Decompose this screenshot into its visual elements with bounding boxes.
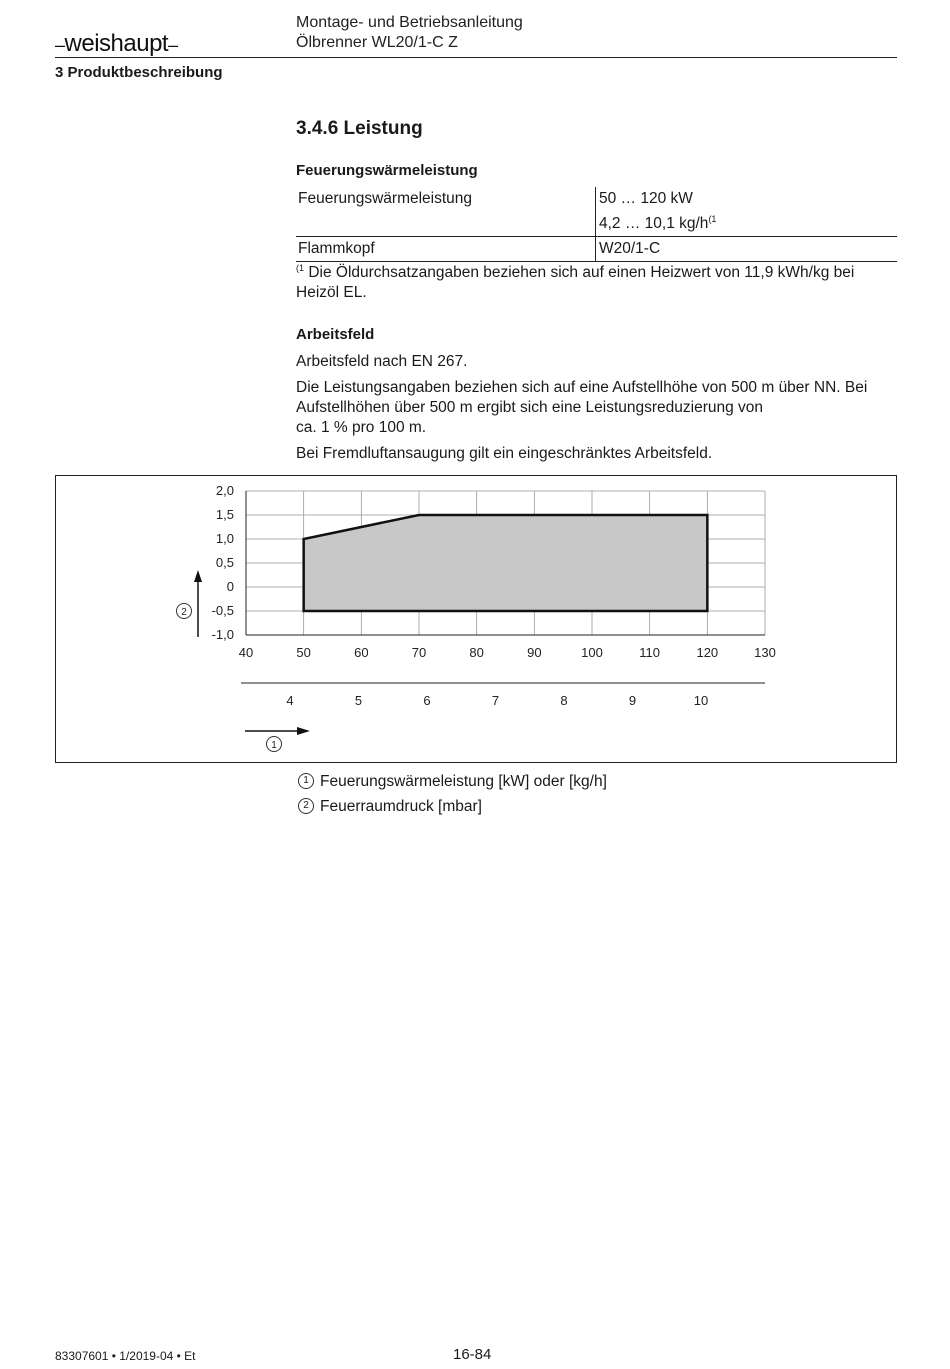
logo-dash-left: – [55, 35, 65, 55]
table-cell-label: Flammkopf [296, 237, 596, 262]
paragraph-line: Die Leistungsangaben beziehen sich auf eine Aufstellhöhe von 500 m über NN. Bei [296, 379, 868, 396]
table-cell-label: Feuerungswärmeleistung [296, 187, 596, 237]
paragraph-fremdluft: Bei Fremdluftansaugung gilt ein eingeschränktes Arbeitsfeld. [296, 445, 713, 462]
x-tick-label: 60 [354, 645, 369, 660]
paragraph-line: ca. 1 % pro 100 m. [296, 419, 427, 436]
x-arrow-head [297, 727, 310, 735]
legend-text: Feuerraumdruck [mbar] [320, 798, 482, 815]
doc-number: 83307601 • 1/2019-04 • Et [55, 1349, 196, 1363]
table-cell-value: W20/1-C [596, 237, 898, 262]
y-tick-label: 1,5 [215, 507, 234, 522]
x-tick-label: 80 [469, 645, 484, 660]
axis-markers [177, 570, 311, 752]
x-marker-number: 1 [271, 740, 277, 751]
footnote-line2: Heizöl EL. [296, 284, 367, 302]
x-tick-label: 130 [754, 645, 776, 660]
secondary-tick-label: 5 [354, 693, 363, 708]
secondary-tick-label: 7 [491, 693, 500, 708]
y-marker-number: 2 [181, 607, 187, 618]
secondary-tick-label: 10 [693, 693, 709, 708]
doc-title-line1: Montage- und Betriebsanleitung [296, 14, 523, 31]
paragraph-en267: Arbeitsfeld nach EN 267. [296, 353, 468, 370]
secondary-tick-label: 9 [628, 693, 637, 708]
y-arrow-head [194, 570, 202, 582]
y-tick-label: 1,0 [215, 531, 234, 546]
paragraph-line: Aufstellhöhen über 500 m ergibt sich eine Leistungsreduzierung von [296, 399, 764, 416]
secondary-tick-label: 4 [286, 693, 294, 708]
working-field-area [304, 515, 708, 611]
doc-title-line2: Ölbrenner WL20/1-C Z [296, 34, 458, 51]
x-tick-label: 120 [696, 645, 719, 660]
secondary-tick-label: 8 [560, 693, 568, 708]
secondary-tick-label: 6 [423, 693, 431, 708]
section-title: 3 Produktbeschreibung [55, 64, 223, 81]
footnote-marker: (1 [296, 263, 305, 273]
y-tick-label: 0,5 [215, 555, 234, 570]
x-tick-label: 50 [296, 645, 311, 660]
x-tick-label: 100 [581, 645, 603, 660]
y-tick-label: -0,5 [211, 603, 234, 618]
x-tick-label: 90 [527, 645, 542, 660]
x-tick-labels [239, 645, 776, 660]
y-tick-labels [212, 483, 234, 642]
value-kgh-text: 4,2 … 10,1 kg/h [599, 215, 709, 233]
legend-item [298, 773, 607, 791]
legend-item [298, 798, 482, 816]
legend-number: 1 [298, 773, 314, 789]
page-number: 16-84 [453, 1346, 492, 1363]
footnote-ref: (1 [708, 214, 717, 224]
y-tick-label: -1,0 [211, 627, 234, 642]
subheading-arbeitsfeld: Arbeitsfeld [296, 326, 375, 343]
value-kw: 50 … 120 kW [599, 190, 693, 207]
y-tick-label: 2,0 [215, 483, 234, 498]
page-heading: 3.4.6 Leistung [296, 118, 423, 139]
subheading-feuerungswaermeleistung: Feuerungswärmeleistung [296, 162, 478, 179]
footnote-text: Die Öldurchsatzangaben beziehen sich auf einen Heizwert von 11,9 kWh/kg bei [308, 264, 855, 282]
x-tick-label: 70 [411, 645, 427, 660]
y-tick-label: 0 [226, 579, 234, 594]
brand-name: weishaupt [64, 30, 169, 57]
legend-text: Feuerungswärmeleistung [kW] oder [kg/h] [320, 773, 607, 790]
secondary-x-axis [241, 683, 765, 708]
x-tick-label: 40 [238, 645, 254, 660]
x-tick-label: 110 [639, 645, 661, 660]
logo-dash-right: – [168, 35, 178, 55]
legend-number: 2 [298, 798, 314, 814]
